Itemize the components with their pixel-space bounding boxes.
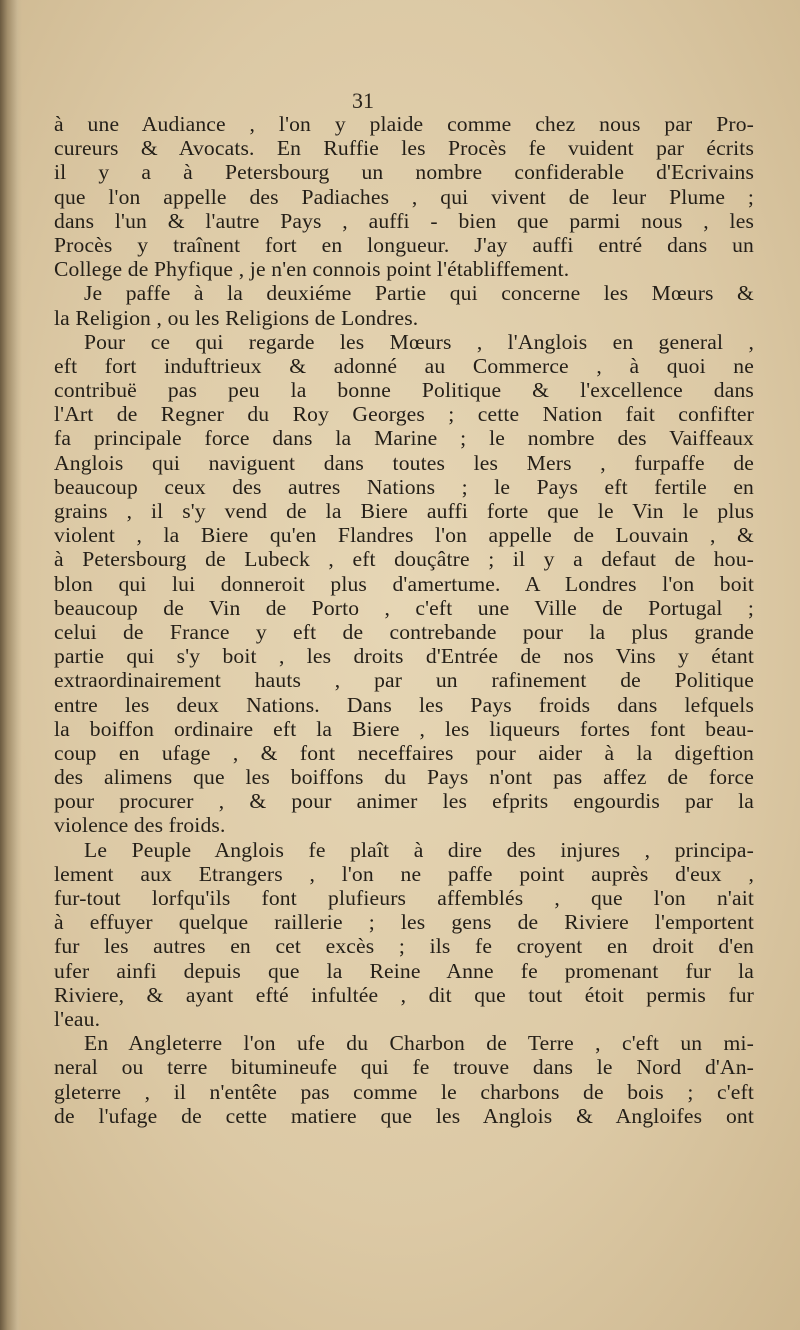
text-line: extraordinairement hauts , par un rafinement de Politique — [54, 668, 754, 693]
text-line: il y a à Petersbourg un nombre confiderable d'Ecrivains — [54, 160, 754, 185]
text-line: pour procurer , & pour animer les efprits engourdis par la — [54, 789, 754, 814]
text-line: gleterre , il n'entête pas comme le charbons de bois ; c'eft — [54, 1079, 754, 1104]
text-line: la boiffon ordinaire eft la Biere , les liqueurs fortes font beau- — [54, 716, 754, 741]
book-spine-shadow — [0, 0, 22, 1330]
text-line: En Angleterre l'on ufe du Charbon de Terre , c'eft un mi- — [84, 1031, 754, 1056]
text-line: cureurs & Avocats. En Ruffie les Procès fe vuident par écrits — [54, 136, 754, 161]
text-line: lement aux Etrangers , l'on ne paffe point auprès d'eux , — [54, 861, 754, 886]
text-line: entre les deux Nations. Dans les Pays froids dans lefquels — [54, 692, 754, 717]
text-line: celui de France y eft de contrebande pour la plus grande — [54, 619, 754, 644]
text-line: coup en ufage , & font neceffaires pour aider à la digeftion — [54, 740, 754, 765]
text-line: Pour ce qui regarde les Mœurs , l'Anglois en general , — [84, 329, 754, 354]
text-line: Le Peuple Anglois fe plaît à dire des injures , principa- — [84, 837, 754, 862]
text-line: blon qui lui donneroit plus d'amertume. A Londres l'on boit — [54, 571, 754, 596]
text-line: violent , la Biere qu'en Flandres l'on appelle de Louvain , & — [54, 523, 754, 548]
text-line: que l'on appelle des Padiaches , qui vivent de leur Plume ; — [54, 184, 754, 209]
text-line: à une Audiance , l'on y plaide comme chez nous par Pro- — [54, 112, 754, 136]
text-line: fur-tout lorfqu'ils font plufieurs affemblés , que l'on n'ait — [54, 886, 754, 910]
text-line: Je paffe à la deuxiéme Partie qui concerne les Mœurs & — [84, 281, 754, 306]
text-line: à effuyer quelque raillerie ; les gens de Riviere l'emportent — [54, 910, 754, 935]
text-line: l'Art de Regner du Roy Georges ; cette Nation fait confifter — [54, 402, 754, 427]
text-line: beaucoup de Vin de Porto , c'eft une Ville de Portugal ; — [54, 595, 754, 620]
text-line: la Religion , ou les Religions de Londres. — [54, 305, 419, 330]
text-line: l'eau. — [54, 1006, 101, 1031]
text-line: de l'ufage de cette matiere que les Anglois & Angloifes ont — [54, 1103, 754, 1128]
text-line: fa principale force dans la Marine ; le nombre des Vaiffeaux — [54, 426, 754, 451]
text-line: grains , il s'y vend de la Biere auffi forte que le Vin le plus — [54, 499, 754, 523]
text-line: partie qui s'y boit , les droits d'Entrée de nos Vins y étant — [54, 644, 754, 669]
body-text — [54, 112, 754, 1128]
text-line: ufer ainfi depuis que la Reine Anne fe promenant fur la — [54, 958, 754, 983]
text-line: Procès y traînent fort en longueur. J'ay auffi entré dans un — [54, 232, 754, 257]
text-line: à Petersbourg de Lubeck , eft douçâtre ; il y a defaut de hou- — [54, 547, 754, 572]
text-line: beaucoup ceux des autres Nations ; le Pays eft fertile en — [54, 474, 754, 499]
text-line: violence des froids. — [54, 813, 226, 838]
text-line: neral ou terre bitumineufe qui fe trouve dans le Nord d'An- — [54, 1055, 754, 1080]
text-line: Anglois qui naviguent dans toutes les Mers , furpaffe de — [54, 450, 754, 475]
text-line: Riviere, & ayant efté infultée , dit que tout étoit permis fur — [54, 982, 754, 1007]
text-line: des alimens que les boiffons du Pays n'ont pas affez de force — [54, 765, 754, 790]
text-line: eft fort induftrieux & adonné au Commerce , à quoi ne — [54, 353, 754, 378]
text-line: contribuë pas peu la bonne Politique & l'excellence dans — [54, 378, 754, 403]
text-line: dans l'un & l'autre Pays , auffi - bien que parmi nous , les — [54, 208, 754, 233]
page-number: 31 — [352, 88, 374, 113]
text-line: fur les autres en cet excès ; ils fe croyent en droit d'en — [54, 934, 754, 959]
text-line: College de Phyfique , je n'en connois point l'établiffement. — [54, 257, 570, 282]
